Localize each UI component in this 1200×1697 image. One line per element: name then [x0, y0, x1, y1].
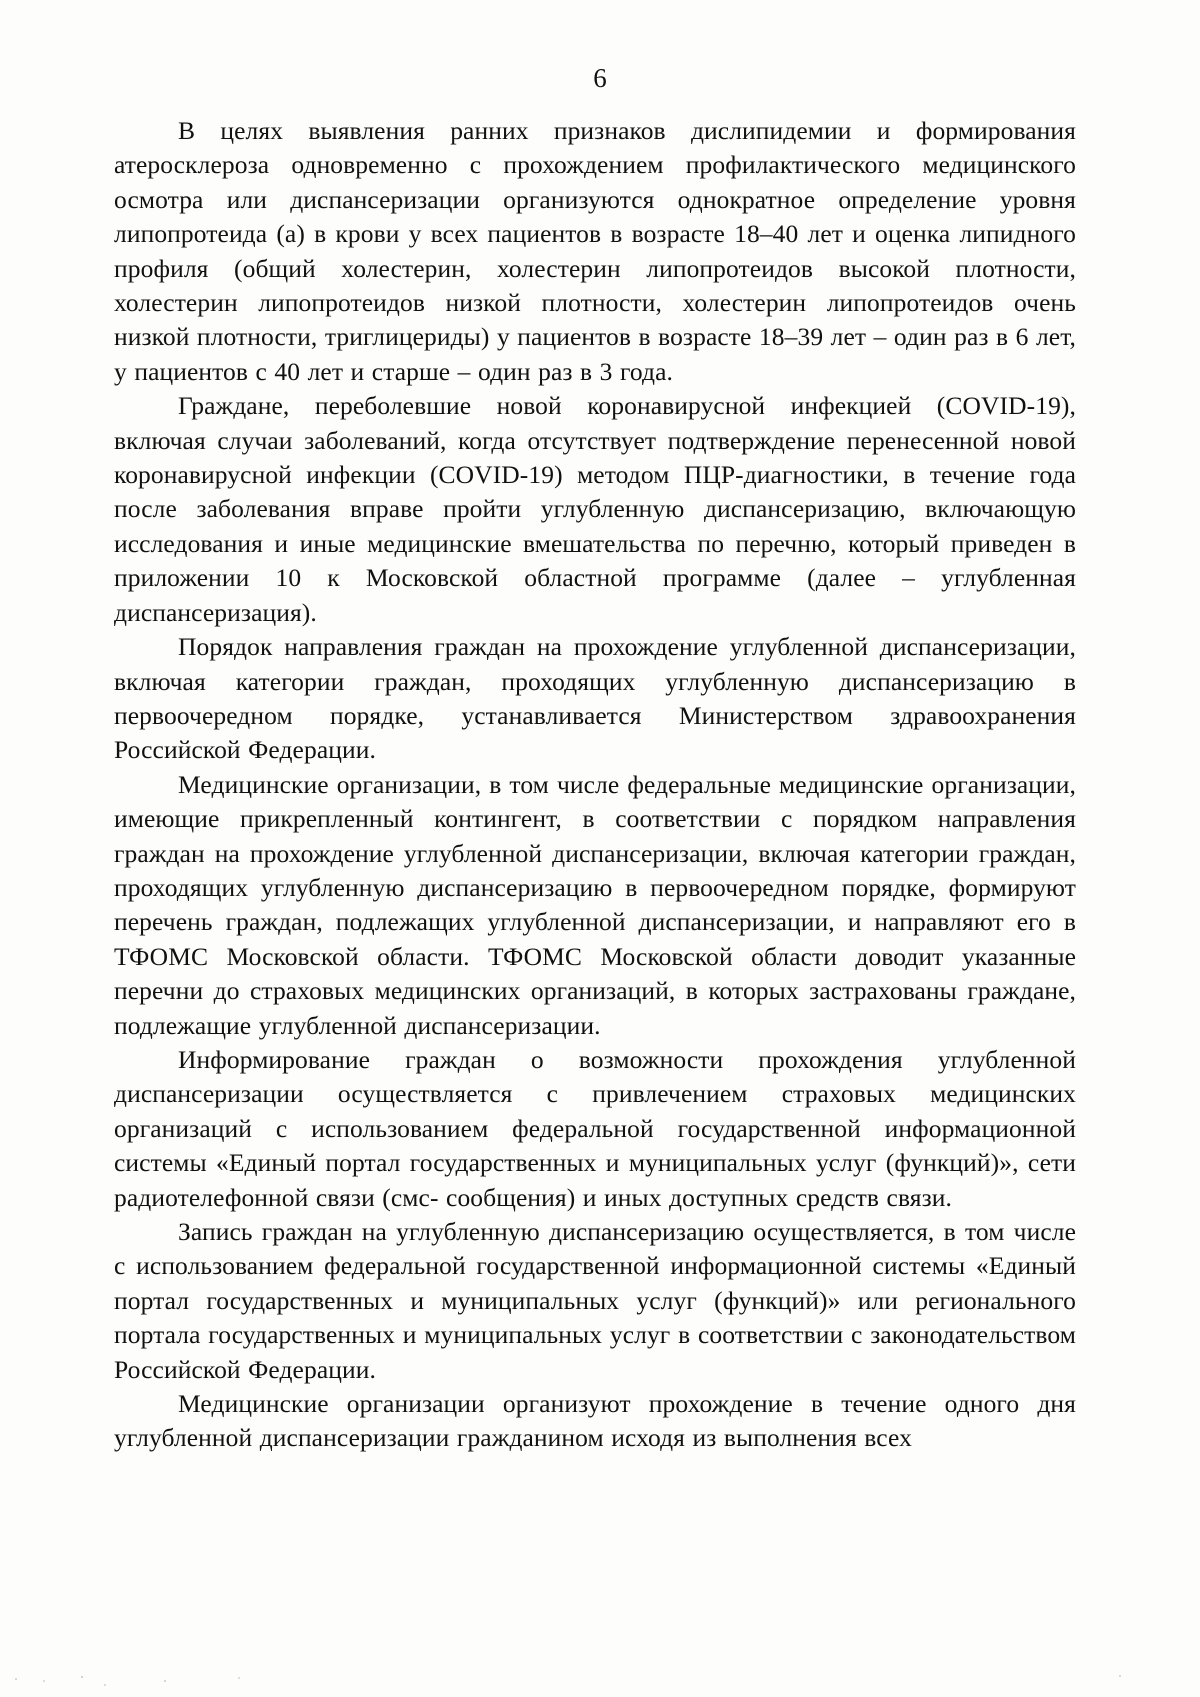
paragraph-medical-organizations: Медицинские организации, в том числе федеральные медицинские организации, имеющие прикрепленный контингент, в соответствии с порядком направления граждан на прохождение углубленной диспансеризации, включая категории граждан, проходящих углубленную диспансеризацию в первоочередном порядке, формируют перечень граждан, подлежащих углубленной диспансеризации, и направляют его в ТФОМС Московской области. ТФОМС Московской области доводит указанные перечни до страховых медицинских организаций, в которых застрахованы граждане, подлежащие углубленной диспансеризации.	[114, 769, 1076, 1040]
page-number: 6	[593, 63, 607, 93]
paragraph-registration: Запись граждан на углубленную диспансеризацию осуществляется, в том числе с использованием федеральной государственной информационной системы «Единый портал государственных и муниципальных услуг (функций)» или регионального портала государственных и муниципальных услуг в соответствии с законодательством Российской Федерации.	[114, 1217, 1076, 1384]
paragraph-lipid-profile: В целях выявления ранних признаков дислипидемии и формирования атеросклероза одновременно с прохождением профилактического медицинского осмотра или диспансеризации организуются однократное определение уровня липопротеида (а) в крови у всех пациентов в возрасте 18–40 лет и оценка липидного профиля (общий холестерин, холестерин липопротеидов высокой плотности, холестерин липопротеидов низкой плотности, холестерин липопротеидов очень низкой плотности, триглицериды) у пациентов в возрасте 18–39 лет – один раз в 6 лет, у пациентов с 40 лет и старше – один раз в 3 года.	[114, 116, 1076, 386]
paragraph-one-day-procedure: Медицинские организации организуют прохождение в течение одного дня углубленной диспансеризации гражданином исходя из выполнения всех	[114, 1389, 1076, 1453]
paragraph-informing-citizens: Информирование граждан о возможности прохождения углубленной диспансеризации осуществляется с привлечением страховых медицинских организаций с использованием федеральной государственной информационной системы «Единый портал государственных и муниципальных услуг (функций)», сети радиотелефонной связи (смс- сообщения) и иных доступных средств связи.	[114, 1044, 1076, 1212]
scan-noise-decoration	[0, 1657, 1200, 1697]
paragraph-covid-dispensary: Граждане, переболевшие новой коронавирусной инфекцией (COVID-19), включая случаи заболеваний, когда отсутствует подтверждение перенесенной новой коронавирусной инфекции (COVID-19) методом ПЦР-диагностики, в течение года после заболевания вправе пройти углубленную диспансеризацию, включающую исследования и иные медицинские вмешательства по перечню, который приведен в приложении 10 к Московской областной программе (далее – углубленная диспансеризация).	[114, 391, 1076, 627]
paragraph-referral-procedure: Порядок направления граждан на прохождение углубленной диспансеризации, включая категории граждан, проходящих углубленную диспансеризацию в первоочередном порядке, устанавливается Министерством здравоохранения Российской Федерации.	[114, 632, 1076, 765]
document-body	[114, 114, 1076, 1456]
